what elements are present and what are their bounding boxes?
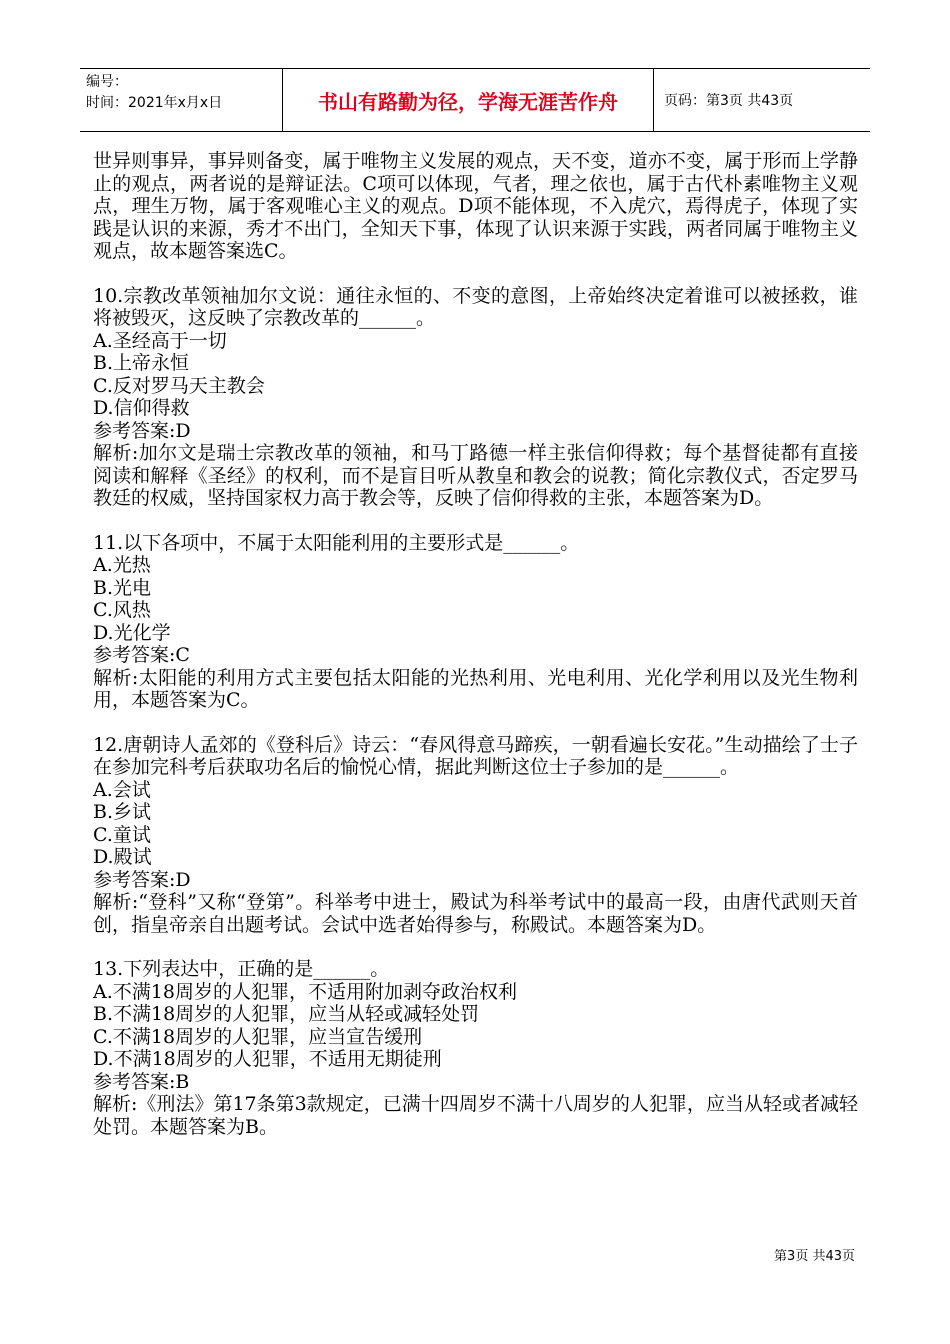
option-d: D.信仰得救 (93, 397, 190, 419)
option-d: D.光化学 (93, 621, 171, 644)
question-13 (93, 958, 858, 1138)
option-a: A.会试 (93, 778, 151, 801)
page-footer: 第3页 共43页 (774, 1249, 855, 1264)
header-meta (80, 69, 283, 131)
option-c: C.不满18周岁的人犯罪，应当宣告缓刑 (93, 1025, 423, 1048)
header-page-code: 页码：第3页 共43页 (664, 93, 794, 109)
question-11 (93, 532, 858, 712)
option-c: C.风热 (93, 599, 151, 621)
answer: 参考答案:B (93, 1070, 190, 1093)
time-label: 时间：2021年x月x日 (86, 95, 223, 111)
question-stem: 12.唐朝诗人孟郊的《登科后》诗云：“春风得意马蹄疾，一朝看遍长安花。”生动描绘了士子在参加完科考后获取功名后的愉悦心情，据此判断这位士子参加的是______。 (93, 733, 858, 778)
option-a: A.圣经高于一切 (93, 329, 227, 352)
question-stem: 13.下列表达中，正确的是______。 (93, 958, 390, 980)
analysis: 解析:“登科”又称“登第”。科举考中进士，殿试为科举考试中的最高一段，由唐代武则天首创，指皇帝亲自出题考试。会试中选者始得参与，称殿试。本题答案为D。 (93, 891, 858, 936)
answer: 参考答案:C (93, 644, 190, 666)
page-header (80, 68, 870, 132)
analysis: 解析:太阳能的利用方式主要包括太阳能的光热利用、光电利用、光化学利用以及光生物利用，本题答案为C。 (93, 666, 858, 711)
option-b: B.光电 (93, 576, 152, 599)
option-c: C.童试 (93, 823, 151, 846)
analysis: 解析:加尔文是瑞士宗教改革的领袖，和马丁路德一样主张信仰得救；每个基督徒都有直接阅读和解释《圣经》的权利，而不是盲目听从教皇和教会的说教；简化宗教仪式，否定罗马教廷的权威，坚持国家权力高于教会等，反映了信仰得救的主张，本题答案为D。 (93, 442, 858, 509)
option-b: B.乡试 (93, 801, 152, 823)
intro-paragraph: 世异则事异，事异则备变，属于唯物主义发展的观点，天不变，道亦不变，属于形而上学静止的观点，两者说的是辩证法。C项可以体现，气者，理之依也，属于古代朴素唯物主义观点，理生万物，属于客观唯心主义的观点。D项不能体现，不入虎穴，焉得虎子，体现了实践是认识的来源，秀才不出门，全知天下事，体现了认识来源于实践，两者同属于唯物主义观点，故本题答案选C。 (93, 150, 858, 262)
option-d: D.不满18周岁的人犯罪，不适用无期徒刑 (93, 1048, 442, 1070)
serial-label: 编号： (86, 74, 128, 90)
option-d: D.殿试 (93, 846, 152, 868)
question-stem: 11.以下各项中，不属于太阳能利用的主要形式是______。 (93, 531, 580, 554)
question-stem: 10.宗教改革领袖加尔文说：通往永恒的、不变的意图，上帝始终决定着谁可以被拯救，谁将被毁灭，这反映了宗教改革的______。 (93, 284, 858, 329)
option-b: B.不满18周岁的人犯罪，应当从轻或减轻处罚 (93, 1003, 480, 1025)
option-a: A.光热 (93, 554, 151, 576)
header-motto: 书山有路勤为径，学海无涯苦作舟 (283, 69, 654, 131)
analysis: 解析:《刑法》第17条第3款规定，已满十四周岁不满十八周岁的人犯罪，应当从轻或者减轻处罚。本题答案为B。 (93, 1093, 858, 1138)
answer: 参考答案:D (93, 868, 191, 891)
option-a: A.不满18周岁的人犯罪，不适用附加剥夺政治权利 (93, 980, 517, 1003)
question-10 (93, 285, 858, 510)
option-b: B.上帝永恒 (93, 352, 190, 374)
option-c: C.反对罗马天主教会 (93, 374, 265, 397)
document-body (93, 150, 858, 1138)
question-12 (93, 734, 858, 937)
answer: 参考答案:D (93, 419, 191, 442)
